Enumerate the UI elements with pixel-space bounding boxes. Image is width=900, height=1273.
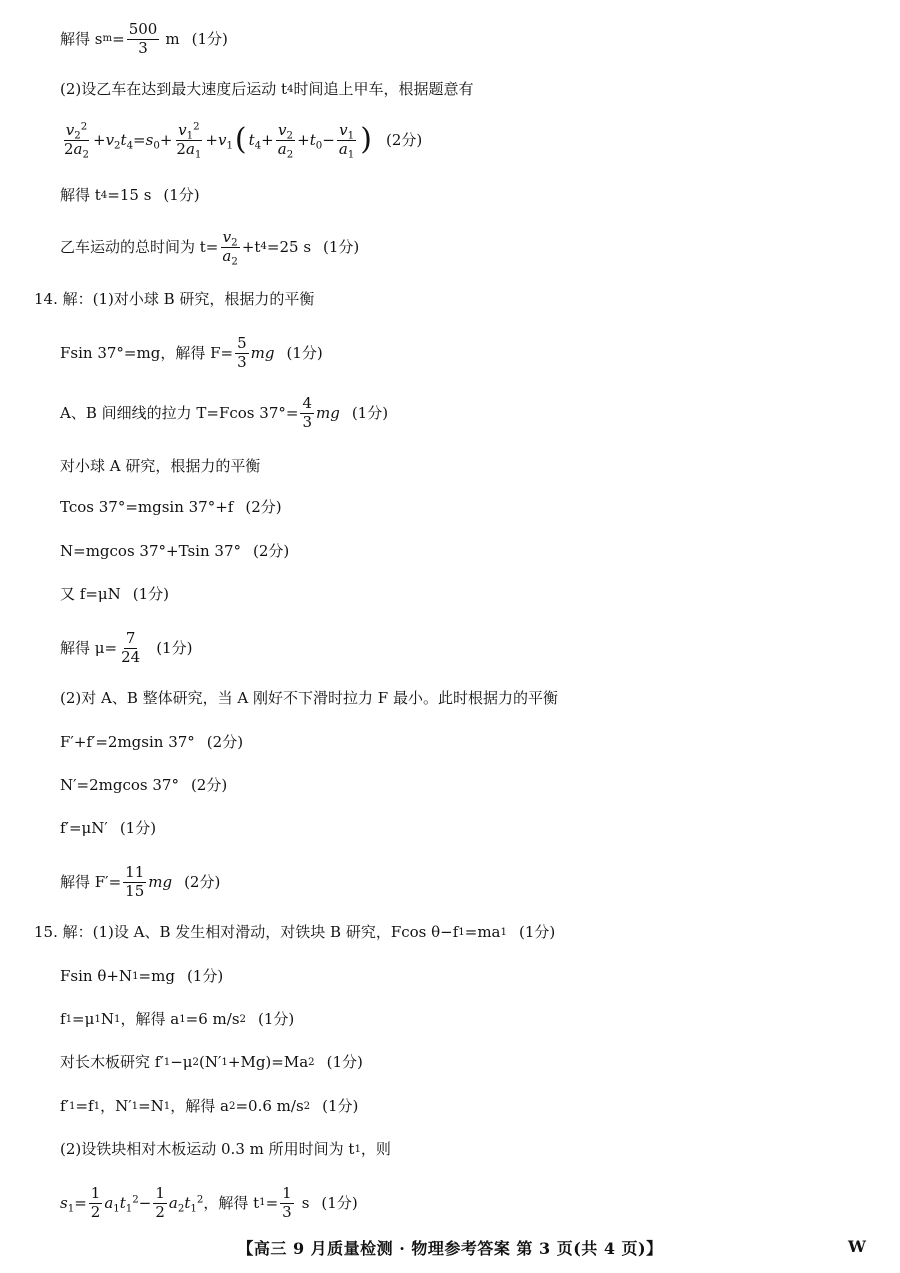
line-eq-N-prime: N′=2mgcos 37° (2分) [60, 776, 228, 794]
score-badge: (1分) [132, 585, 170, 603]
line-a1-result: f 1 =μ 1 N 1 ，解得 a 1 =6 m/s 2 (1分) [60, 1010, 295, 1028]
score-badge: (2分) [386, 130, 423, 149]
score-badge: (1分) [321, 1193, 358, 1212]
line-eq-N1: Fsin θ+N 1 =mg (1分) [60, 967, 224, 985]
line-mu-result: 解得 μ= $\frac{7}{24}$ (1分) [60, 629, 193, 666]
score-badge: (2分) [190, 776, 228, 794]
score-badge: (1分) [163, 186, 200, 204]
score-badge: (1分) [351, 403, 389, 422]
line-F-result: Fsin 37°=mg，解得 F= $\frac{5}{3}$ mg (1分) [60, 334, 323, 371]
line-board-study: 对长木板研究 f′ 1 −μ 2 (N′ 1 +Mg)=Ma 2 (1分) [60, 1053, 363, 1071]
line-tension: A、B 间细线的拉力 T=Fcos 37°= $\frac{4}{3}$ mg (1分) [60, 394, 389, 431]
score-badge: (1分) [519, 923, 556, 941]
score-badge: (1分) [119, 819, 157, 837]
line-eq-tcos: Tcos 37°=mgsin 37°+f (2分) [60, 498, 282, 516]
score-badge: (1分) [186, 967, 224, 985]
score-badge: (1分) [286, 343, 323, 362]
score-badge: (1分) [326, 1053, 363, 1071]
line-t4-result: 解得 t 4 =15 s (1分) [60, 186, 200, 204]
line-sm-result: 解得 s m = $\frac{500}{3}$ m (1分) [60, 20, 228, 57]
score-badge: (2分) [184, 872, 221, 891]
line-t1-result: $s_1=$ $\frac{1}{2}$ $a_1t_1^2-$ $\frac{1}{2}$ $a_2t_1^2$ ，解得 t 1 = $\frac{1}{3}$ s (1分) [60, 1184, 358, 1221]
score-badge: (1分) [258, 1010, 295, 1028]
line-part2-intro: (2)设乙车在达到最大速度后运动 t 4 时间追上甲车，根据题意有 [60, 80, 474, 98]
line-total-time: 乙车运动的总时间为 t= $\frac{v_2}{a_2}$ +t 4 =25 s (1分) [60, 228, 360, 268]
score-badge: (2分) [245, 498, 282, 516]
line-F-prime-result: 解得 F′= $\frac{11}{15}$ mg (2分) [60, 863, 221, 900]
corner-mark: W [848, 1237, 866, 1256]
line-eq-f-prime: f′=μN′ (1分) [60, 819, 157, 837]
score-badge: (1分) [191, 29, 228, 48]
line-a2-result: f′ 1 =f 1 ，N′ 1 =N 1 ，解得 a 2 =0.6 m/s 2 (1分) [60, 1097, 359, 1115]
line-part2-time: (2)设铁块相对木板运动 0.3 m 所用时间为 t 1 ，则 [60, 1140, 391, 1158]
question-15-heading: 15. 解：(1)设 A、B 发生相对滑动，对铁块 B 研究，Fcos θ−f 1 =ma 1 (1分) [34, 923, 556, 941]
score-badge: (1分) [322, 1097, 359, 1115]
line-part2-AB: (2)对 A、B 整体研究，当 A 刚好不下滑时拉力 F 最小。此时根据力的平衡 [60, 689, 558, 707]
fraction-500-3: $\frac{500}{3}$ [128, 20, 158, 57]
question-14-heading: 14. 解：(1)对小球 B 研究，根据力的平衡 [34, 290, 315, 308]
line-eq-f: 又 f=μN (1分) [60, 585, 170, 603]
score-badge: (1分) [156, 638, 193, 657]
score-badge: (2分) [206, 733, 244, 751]
score-badge: (1分) [323, 237, 360, 256]
line-eq-N: N=mgcos 37°+Tsin 37° (2分) [60, 542, 290, 560]
page-footer: 【高三 9 月质量检测 · 物理参考答案 第 3 页(共 4 页)】 [237, 1239, 663, 1258]
line-eq-F-prime: F′+f′=2mgsin 37° (2分) [60, 733, 244, 751]
equation-catchup: $\frac{v_2^2}{2a_2}$ $+v_2t_4=s_0+$ $\frac{v_1^2}{2a_1}$ $+v_1$ ( $t_4+$ $\frac{v_2}{a_2}$ $+t_0-$ $\frac{v_1}{a_1}$ ) (2分) [64, 121, 423, 161]
score-badge: (2分) [253, 542, 290, 560]
line-study-A: 对小球 A 研究，根据力的平衡 [60, 457, 261, 475]
